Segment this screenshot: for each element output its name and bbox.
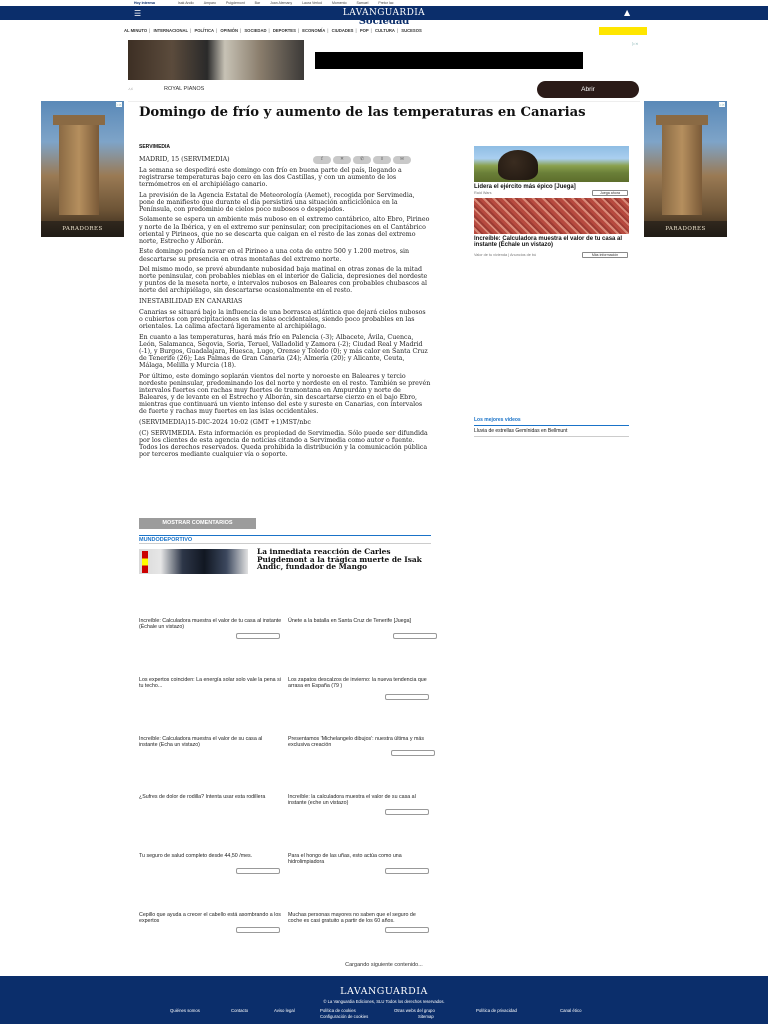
article-byline[interactable]: SERVIMEDIA	[139, 144, 171, 150]
promo-cta-button[interactable]: Juega ahora	[592, 190, 628, 196]
article-body	[139, 156, 431, 462]
trending-label: Hoy interesa	[134, 1, 156, 5]
sponsored-cta-button[interactable]	[236, 927, 280, 933]
sponsored-cta-button[interactable]	[385, 694, 429, 700]
video-item[interactable]: Lluvia de estrellas Gemínidas en Bellmunt	[474, 428, 629, 437]
piano-ad-image	[128, 40, 304, 80]
article-signature: (SERVIMEDIA)15-DIC-2024 10:02 (GMT +1)MST/nbc	[139, 418, 311, 426]
sponsored-cta-button[interactable]	[236, 633, 280, 639]
nav-item[interactable]: INTERNACIONAL	[153, 28, 189, 33]
footer-link[interactable]: Política de cookies	[320, 1008, 356, 1013]
trending-link[interactable]: Joan Alemany	[270, 1, 293, 5]
castle-tower-image	[662, 123, 702, 215]
footer-link[interactable]: Quiénes somos	[170, 1008, 200, 1013]
trending-link[interactable]: Bar	[254, 1, 261, 5]
nav-item[interactable]: CIUDADES	[331, 28, 354, 33]
top-banner-ad[interactable]	[128, 40, 640, 102]
article-paragraph: La semana se despedirá este domingo con frío en buena parte del país, llegando a registrarse temperaturas bajo cero en las dos Castillas, y con un aumento de los termómetros en el archipiélago canario.	[139, 166, 402, 188]
trending-link[interactable]: Pretor Iac	[378, 1, 394, 5]
main-nav: AL MINUTO | INTERNACIONAL | POLÍTICA | OPINIÓN | SOCIEDAD | DEPORTES | ECONOMÍA | CIUDADES | POP | CULTURA | SUCESOS	[124, 28, 648, 36]
article-paragraph: En cuanto a las temperaturas, hará más frío en Palencia (-3); Albacete, Ávila, Cuenca, León, Salamanca, Segovia, Soria, Teruel, Valladolid y Zamora (-2); Ciudad Real y Madrid (-1), y Burgos, Guadalajara, Huesca, Lugo, Orense y Toledo (0); y más calor en Santa Cruz de Tenerife (26); Las Palmas de Gran Canaria (24); Almería (20); y Alicante, Ceuta, Málaga, Melilla y Murcia (18).	[139, 333, 428, 370]
adchoices-icon[interactable]: ▷×	[718, 102, 725, 107]
adchoices-icon[interactable]: ▷×	[115, 102, 122, 107]
comment-icon[interactable]: ✉	[393, 156, 411, 164]
ad-redacted-block	[315, 52, 583, 69]
sponsored-item[interactable]: Los expertos coinciden: La energía solar solo vale la pena si tu techo...	[139, 677, 281, 689]
adchoices-icon[interactable]: ▷×	[632, 41, 639, 46]
section-title[interactable]: Sociedad	[358, 16, 410, 27]
sponsored-item[interactable]: Increíble: la calculadora muestra el valor de su casa al instante (eche un vistazo)	[288, 794, 431, 806]
promo-figure	[498, 150, 538, 180]
share-bar	[313, 145, 413, 162]
article-subheading: INESTABILIDAD EN CANARIAS	[139, 298, 243, 306]
ad-brand-logo-icon: ♪♫	[128, 86, 133, 91]
footer-link[interactable]: Aviso legal	[274, 1008, 295, 1013]
promo-image[interactable]	[474, 198, 629, 234]
ad-label: PARADORES	[41, 221, 124, 237]
site-logo[interactable]: LAVANGUARDIA	[342, 8, 426, 18]
facebook-icon[interactable]: f	[313, 156, 331, 164]
ad-open-button[interactable]: Abrir	[537, 81, 639, 98]
sponsored-cta-button[interactable]	[236, 868, 280, 874]
user-icon[interactable]: ▲	[624, 8, 631, 17]
promo-source: Valor de tu vivienda | Anuncios de bú	[474, 253, 537, 257]
sponsored-item[interactable]: Increíble: Calculadora muestra el valor de su casa al instante (Echa un vistazo)	[139, 736, 263, 748]
sponsored-cta-button[interactable]	[385, 809, 429, 815]
footer-link[interactable]: Otras webs del grupo	[394, 1008, 435, 1013]
spain-flag-icon	[142, 551, 148, 573]
nav-item[interactable]: SUCESOS	[401, 28, 422, 33]
footer-link[interactable]: Canal ético	[560, 1008, 582, 1013]
sponsored-item[interactable]: Cepillo que ayuda a crecer el cabello está asombrando a los expertos	[139, 912, 282, 924]
trending-link[interactable]: Momento	[331, 1, 347, 5]
loading-next-content: Cargando siguiente contenido...	[345, 962, 423, 968]
x-icon[interactable]: ✕	[333, 156, 351, 164]
menu-icon[interactable]: ☰	[134, 9, 142, 18]
story-thumbnail[interactable]	[139, 549, 248, 574]
ad-label: PARADORES	[644, 221, 727, 237]
footer-logo[interactable]: LAVANGUARDIA	[340, 986, 428, 997]
nav-item[interactable]: CULTURA	[375, 28, 395, 33]
trending-link[interactable]: Samuel	[356, 1, 369, 5]
sponsored-item[interactable]: Muchas personas mayores no saben que el seguro de coche es casi gratuito a partir de los 60 años.	[288, 912, 431, 924]
sponsored-item[interactable]: Únete a la batalla en Santa Cruz de Tenerife [Juega]	[288, 618, 431, 624]
article-paragraph: Solamente se espera un ambiente más nuboso en el extremo cantábrico, alto Ebro, Pirineo y norte de la Ibérica, y en el extremo sur peninsular, con precipitaciones en el Cantábrico oriental y Pirineos, que no se descarta que caigan en el resto de las zonas del extremo norte, Estrecho y Alborán.	[139, 216, 430, 245]
nav-highlight	[599, 27, 647, 35]
promo-source: Raid Wars	[474, 191, 492, 195]
sponsored-item[interactable]: Increíble: Calculadora muestra el valor de tu casa al instante (Échale un vistazo)	[139, 618, 282, 630]
sponsored-item[interactable]: Para el hongo de las uñas, esto actúa como una hidrolimpiadora	[288, 853, 431, 865]
ad-brand: ♪♫ ROYAL PIANOS	[128, 86, 205, 92]
sponsored-item[interactable]: Los zapatos descalzos de invierno: la nueva tendencia que arrasa en España (79 )	[288, 677, 431, 689]
trending-link[interactable]: Laura Verlod	[302, 1, 322, 5]
sponsored-cta-button[interactable]	[391, 750, 435, 756]
trending-links	[178, 1, 403, 5]
footer-link[interactable]: Sitemap	[418, 1014, 434, 1019]
nav-item[interactable]: DEPORTES	[272, 28, 296, 33]
whatsapp-icon[interactable]: ✆	[353, 156, 371, 164]
article-copyright: (C) SERVIMEDIA. Esta información es propiedad de Servimedia. Sólo puede ser difundida por los clientes de esta agencia de noticias citando a Servimedia como autor o fuente. Todos los derechos reservados. Queda prohibida la distribución y la comunicación pública por terceros mediante cualquier vía o soporte.	[139, 429, 428, 458]
site-footer	[0, 976, 768, 1024]
nav-item[interactable]: AL MINUTO	[124, 28, 148, 33]
nav-item[interactable]: SOCIEDAD	[244, 28, 267, 33]
footer-link[interactable]: Contacto	[231, 1008, 249, 1013]
show-comments-button[interactable]: MOSTRAR COMENTARIOS	[139, 518, 256, 529]
article-paragraph: Del mismo modo, se prevé abundante nubosidad baja matinal en otras zonas de la mitad norte peninsular, con probables nieblas en el interior de Galicia, depresiones del nordeste y puntos de la meseta norte, e intervalos nubosos en Baleares con probables chubascos al norte del archipiélago, sin descartarse ocasionalmente en el resto.	[139, 266, 428, 295]
article-paragraph: Este domingo podría nevar en el Pirineo a una cota de entre 500 y 1.200 metros, sin descartarse su presencia en otras montañas del extremo norte.	[139, 248, 410, 263]
trending-link[interactable]: Isak Andic	[178, 1, 194, 5]
story-headline[interactable]: La inmediata reacción de Carles Puigdemont a la trágica muerte de Isak Andic, fundador de Mango	[257, 547, 422, 572]
nav-item[interactable]: OPINIÓN	[220, 28, 239, 33]
trending-link[interactable]: Puigdemont	[226, 1, 245, 5]
nav-item[interactable]: POLÍTICA	[194, 28, 215, 33]
footer-link[interactable]: Política de privacidad	[476, 1008, 517, 1013]
footer-copyright: © La Vanguardia Ediciones, SLU Todos los derechos reservados.	[323, 999, 445, 1004]
promo-cta-button[interactable]: Más información	[582, 252, 628, 258]
article-dateline: MADRID, 15 (SERVIMEDIA)	[139, 156, 230, 163]
promo-title[interactable]: Lidera el ejército más épico [Juega]	[474, 184, 576, 190]
sponsored-item[interactable]: ¿Sufres de dolor de rodilla? Intenta usar esta rodillera	[139, 794, 266, 800]
article-paragraph: Canarias se situará bajo la influencia de una borrasca atlántica que dejará cielos nubosos o cubiertos con precipitaciones en las islas occidentales, siendo poco probables en las orientales. La calima afectará ligeramente al archipiélago.	[139, 308, 426, 331]
promo-title[interactable]: Increíble: Calculadora muestra el valor de tu casa al instante (Échale un vistazo)	[474, 236, 623, 249]
share-icon[interactable]: ⇪	[373, 156, 391, 164]
left-skyscraper-ad[interactable]	[41, 101, 124, 237]
sponsored-item[interactable]: Presentamos 'Michelangelo dibujos': nuestra última y más exclusiva creación	[288, 736, 431, 748]
sponsored-cta-button[interactable]	[393, 633, 437, 639]
right-skyscraper-ad[interactable]	[644, 101, 727, 237]
article-title: Domingo de frío y aumento de las temperaturas en Canarias	[139, 105, 586, 120]
trending-link[interactable]: Amparo	[203, 1, 217, 5]
nav-item[interactable]: POP	[359, 28, 369, 33]
castle-tower-image	[59, 123, 99, 215]
sponsored-cta-button[interactable]	[385, 868, 429, 874]
best-videos-header[interactable]: Los mejores vídeos	[474, 417, 629, 426]
nav-item[interactable]: ECONOMÍA	[302, 28, 326, 33]
article-paragraph: Por último, este domingo soplarán vientos del norte y noroeste en Baleares y tercio nordeste peninsular, predominando los del norte y nordeste en el resto. También se prevén intervalos fuertes con rachas muy fuertes de tramontana en Ampurdán y norte de Baleares, y de levante en el Estrecho y Alborán, sin descartarse cierzo en el bajo Ebro, mientras que continuará un viento intenso del este y sureste en Canarias, con intervalos de fuerte y rachas muy fuertes en las islas occidentales.	[139, 372, 431, 416]
sponsored-item[interactable]: Tu seguro de salud completo desde 44,50 /mes.	[139, 853, 282, 859]
mundodeportivo-header[interactable]: MUNDODEPORTIVO	[139, 535, 431, 544]
sponsored-cta-button[interactable]	[385, 927, 429, 933]
footer-link[interactable]: Configuración de cookies	[320, 1014, 369, 1019]
article-paragraph: La previsión de la Agencia Estatal de Meteorología (Aemet), recogida por Servimedia, pone de manifiesto que durante el día persistirá una situación anticiclónica en la Península, con predominio de cielos poco nubosos o despejados.	[139, 191, 415, 213]
